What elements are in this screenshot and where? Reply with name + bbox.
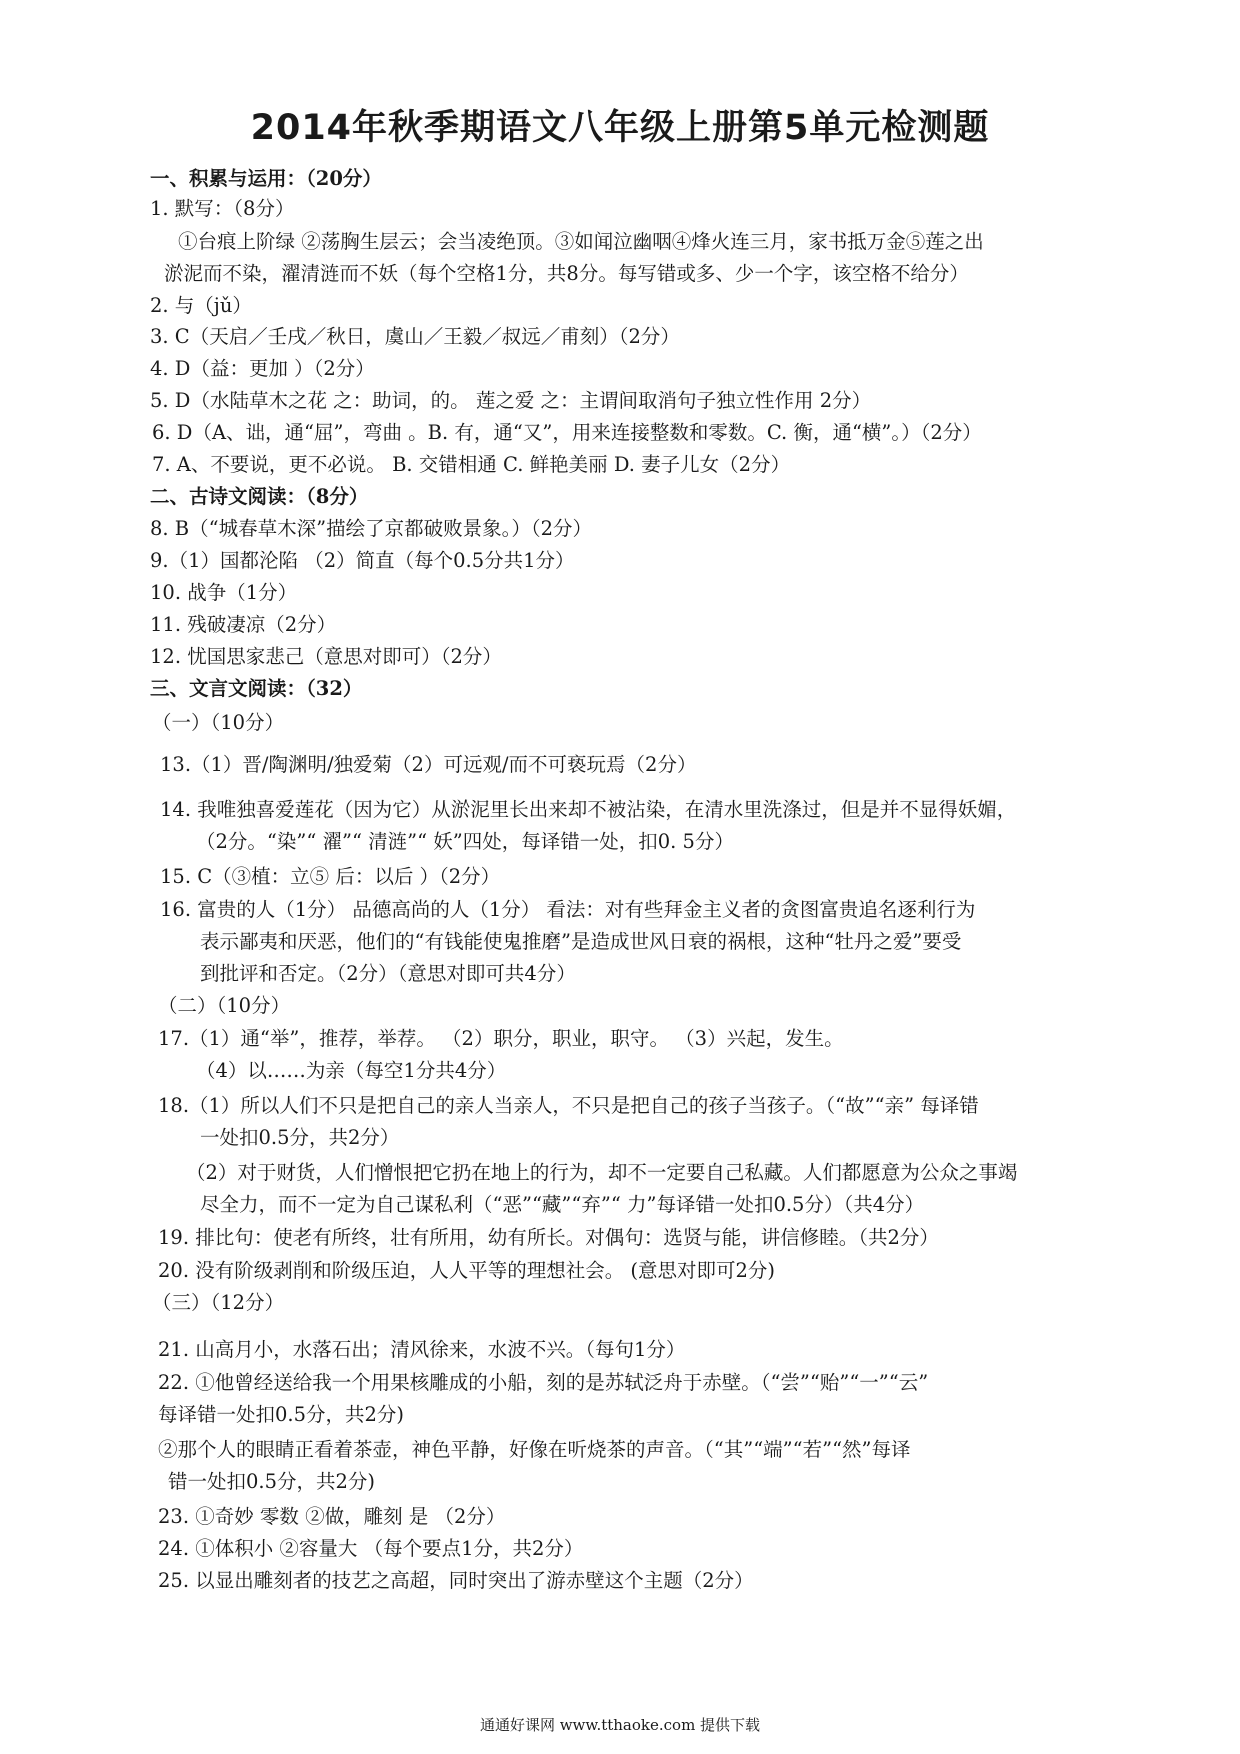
footer-credit: 通通好课网 www.tthaoke.com 提供下载 (479, 1716, 761, 1734)
answer-line: 9.（1）国都沦陷 （2）简直（每个0.5分共1分） (150, 549, 575, 572)
answer-line: 12. 忧国思家悲己（意思对即可）（2分） (150, 645, 502, 668)
answer-line: 每译错一处扣0.5分，共2分) (158, 1403, 405, 1426)
answer-line: （4）以……为亲（每空1分共4分） (196, 1059, 507, 1082)
answer-line: 17.（1）通“举”，推荐，举荐。 （2）职分，职业，职守。 （3）兴起，发生。 (158, 1027, 844, 1050)
answer-line: 21. 山高月小，水落石出；清风徐来，水波不兴。（每句1分） (158, 1338, 686, 1361)
section-heading-1: 一、积累与运用：（20分） (150, 167, 382, 190)
answer-line: 15. C（③植：立⑤ 后：以后 ）（2分） (160, 865, 501, 888)
page-title: 2014年秋季期语文八年级上册第5单元检测题 (250, 108, 990, 148)
section-heading-3: 三、文言文阅读：（32） (150, 677, 363, 700)
section-heading-2: 二、古诗文阅读：（8分） (150, 485, 369, 508)
answer-line: 8. B（“城春草木深”描绘了京都破败景象。）（2分） (150, 517, 592, 540)
answer-line: 尽全力，而不一定为自己谋私利（“恶”“藏”“弃”“ 力”每译错一处扣0.5分）（共4分） (200, 1193, 925, 1216)
answer-line: （2）对于财货，人们憎恨把它扔在地上的行为，却不一定要自己私藏。人们都愿意为公众之事竭 (186, 1161, 1018, 1184)
answer-line: 1. 默写：（8分） (150, 197, 295, 220)
answer-line: 25. 以显出雕刻者的技艺之高超，同时突出了游赤壁这个主题（2分） (158, 1569, 754, 1592)
answer-line: 18.（1）所以人们不只是把自己的亲人当亲人，不只是把自己的孩子当孩子。（“故”“亲” 每译错 (158, 1094, 979, 1117)
answer-line: 13.（1）晋/陶渊明/独爱菊（2）可远观/而不可亵玩焉（2分） (160, 753, 697, 776)
answer-line: 到批评和否定。（2分）（意思对即可共4分） (200, 962, 576, 985)
answer-line: 10. 战争（1分） (150, 581, 298, 604)
answer-line: 14. 我唯独喜爱莲花（因为它）从淤泥里长出来却不被沾染，在清水里洗涤过，但是并不显得妖媚， (160, 798, 1017, 821)
answer-line: 错一处扣0.5分，共2分) (168, 1470, 376, 1493)
subsection-heading: （三）（12分） (152, 1291, 285, 1314)
answer-line: 6. D（A、诎，通“屈”，弯曲 。B. 有，通“又”，用来连接整数和零数。C. 衡，通“横”。）（2分） (152, 421, 982, 444)
answer-line: 4. D（益：更加 ）（2分） (150, 357, 375, 380)
subsection-heading: （二）（10分） (158, 994, 291, 1017)
answer-line: ②那个人的眼睛正看着茶壶，神色平静，好像在听烧茶的声音。（“其”“端”“若”“然”每译 (158, 1438, 911, 1461)
answer-line: 20. 没有阶级剥削和阶级压迫，人人平等的理想社会。 (意思对即可2分) (158, 1259, 776, 1282)
subsection-heading: （一）（10分） (152, 711, 285, 734)
answer-line: 11. 残破凄凉（2分） (150, 613, 337, 636)
answer-line: 2. 与（jǔ） (150, 294, 252, 317)
answer-line: 7. A、不要说，更不必说。 B. 交错相通 C. 鲜艳美丽 D. 妻子儿女（2分） (152, 453, 791, 476)
answer-line: 5. D（水陆草木之花 之：助词，的。 莲之爱 之：主谓间取消句子独立性作用 2分） (150, 389, 872, 412)
answer-line: 3. C（天启／壬戌／秋日，虞山／王毅／叔远／甫刻）（2分） (150, 325, 680, 348)
answer-line: ①台痕上阶绿 ②荡胸生层云；会当凌绝顶。③如闻泣幽咽④烽火连三月，家书抵万金⑤莲之出 (178, 230, 984, 253)
answer-line: 22. ①他曾经送给我一个用果核雕成的小船，刻的是苏轼泛舟于赤壁。（“尝”“贻”“一”“云” (158, 1371, 929, 1394)
answer-line: 23. ①奇妙 零数 ②做，雕刻 是 （2分） (158, 1505, 506, 1528)
answer-line: 19. 排比句：使老有所终，壮有所用，幼有所长。对偶句：选贤与能，讲信修睦。（共2分） (158, 1226, 939, 1249)
answer-line: 一处扣0.5分，共2分） (200, 1126, 400, 1149)
answer-line: （2分。“染”“ 濯”“ 清涟”“ 妖”四处，每译错一处，扣0. 5分） (196, 830, 734, 853)
answer-line: 淤泥而不染，濯清涟而不妖（每个空格1分，共8分。每写错或多、少一个字，该空格不给分） (164, 262, 969, 285)
answer-line: 24. ①体积小 ②容量大 （每个要点1分，共2分） (158, 1537, 584, 1560)
answer-line: 表示鄙夷和厌恶，他们的“有钱能使鬼推磨”是造成世风日衰的祸根，这种“牡丹之爱”要受 (200, 930, 962, 953)
answer-line: 16. 富贵的人（1分） 品德高尚的人（1分） 看法：对有些拜金主义者的贪图富贵追名逐利行为 (160, 898, 976, 921)
